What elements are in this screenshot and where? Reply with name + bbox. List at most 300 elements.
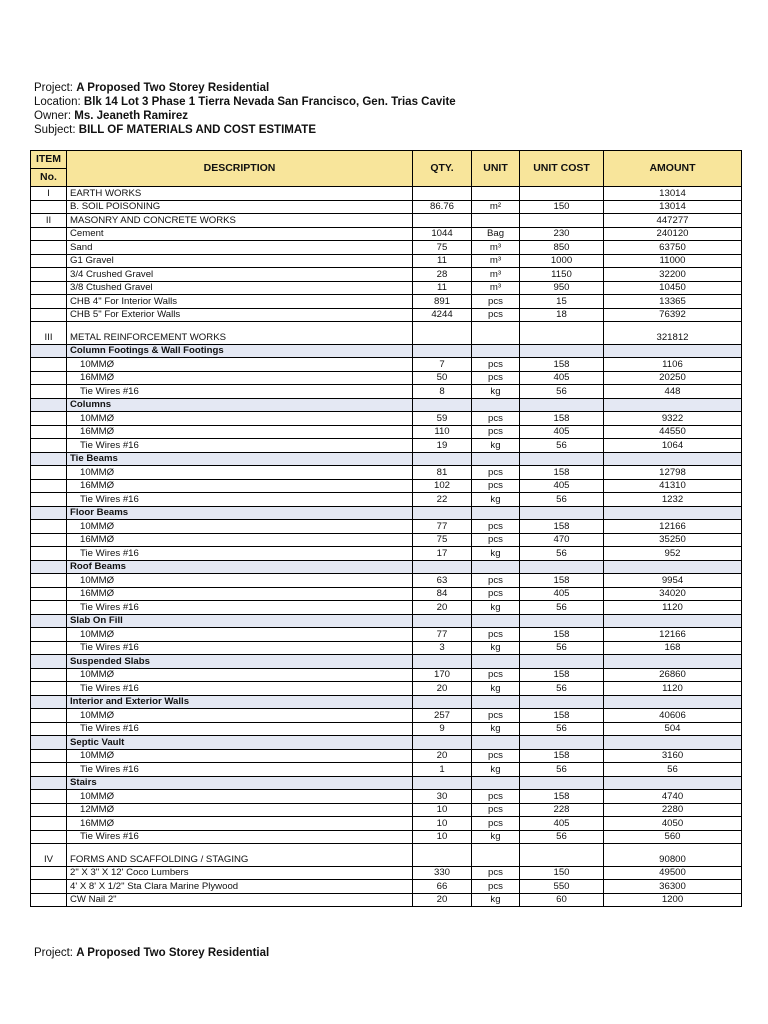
cell-unit: kg	[472, 682, 520, 696]
footer-project-line	[34, 946, 269, 960]
cell-unit-cost	[520, 452, 604, 466]
cell-unit: pcs	[472, 295, 520, 309]
blank-row	[31, 844, 742, 854]
cell-unit: pcs	[472, 880, 520, 894]
subheading-row	[31, 398, 742, 412]
cell-description: Column Footings & Wall Footings	[67, 344, 413, 358]
cell-unit-cost	[520, 214, 604, 228]
cell-unit	[472, 398, 520, 412]
cell-unit: pcs	[472, 520, 520, 534]
table-row	[31, 574, 742, 588]
cell-unit-cost	[520, 655, 604, 669]
cell-item	[31, 358, 67, 372]
col-header-description: DESCRIPTION	[67, 151, 413, 187]
col-header-item-no: No.	[31, 169, 67, 187]
cell-qty: 102	[413, 479, 472, 493]
cell-item	[31, 520, 67, 534]
cell-amount	[604, 452, 742, 466]
cell-amount: 4740	[604, 790, 742, 804]
cell-amount: 20250	[604, 371, 742, 385]
cell-qty	[413, 452, 472, 466]
table-row	[31, 533, 742, 547]
cell-item	[31, 668, 67, 682]
cell-unit-cost: 60	[520, 893, 604, 907]
table-row	[31, 830, 742, 844]
cell-description: CHB 5" For Exterior Walls	[67, 308, 413, 322]
cell-unit	[472, 614, 520, 628]
cell-unit	[472, 187, 520, 201]
cell-item: II	[31, 214, 67, 228]
cell-unit-cost: 405	[520, 817, 604, 831]
cell-amount: 32200	[604, 268, 742, 282]
subject-label: Subject:	[34, 124, 76, 136]
cell-item	[31, 344, 67, 358]
cell-description: 16MMØ	[67, 587, 413, 601]
cell-item	[31, 817, 67, 831]
cell-amount: 11000	[604, 254, 742, 268]
cell-unit: kg	[472, 547, 520, 561]
table-row	[31, 254, 742, 268]
cell-item	[31, 425, 67, 439]
cell-amount: 10450	[604, 281, 742, 295]
cell-qty: 63	[413, 574, 472, 588]
cell-item	[31, 722, 67, 736]
cell-unit-cost: 158	[520, 466, 604, 480]
cell-item	[31, 655, 67, 669]
cell-amount: 504	[604, 722, 742, 736]
cell-amount: 13365	[604, 295, 742, 309]
cell-amount	[604, 655, 742, 669]
cell-qty: 28	[413, 268, 472, 282]
cell-qty	[413, 506, 472, 520]
subheading-row	[31, 344, 742, 358]
cell-amount	[604, 398, 742, 412]
cell-amount: 560	[604, 830, 742, 844]
cell-unit: kg	[472, 601, 520, 615]
cell-qty: 3	[413, 641, 472, 655]
cell-unit: Bag	[472, 227, 520, 241]
cell-item	[31, 200, 67, 214]
table-row	[31, 709, 742, 723]
cell-item	[31, 308, 67, 322]
cell-unit-cost: 158	[520, 709, 604, 723]
cell-unit-cost: 550	[520, 880, 604, 894]
cell-unit-cost: 405	[520, 479, 604, 493]
cell-item	[31, 506, 67, 520]
table-row	[31, 479, 742, 493]
cell-unit: kg	[472, 893, 520, 907]
cell-qty	[413, 695, 472, 709]
cell-description: Sand	[67, 241, 413, 255]
cell-item	[31, 547, 67, 561]
cell-unit	[472, 322, 520, 332]
cell-amount: 26860	[604, 668, 742, 682]
table-row	[31, 241, 742, 255]
bill-of-materials-table	[30, 150, 742, 907]
cell-qty: 9	[413, 722, 472, 736]
cell-unit: pcs	[472, 628, 520, 642]
table-row	[31, 493, 742, 507]
cell-item	[31, 749, 67, 763]
cell-item	[31, 763, 67, 777]
cell-qty: 1044	[413, 227, 472, 241]
cell-amount: 3160	[604, 749, 742, 763]
cell-unit-cost	[520, 695, 604, 709]
cell-amount: 34020	[604, 587, 742, 601]
cell-description: Tie Wires #16	[67, 722, 413, 736]
cell-description: Tie Beams	[67, 452, 413, 466]
table-row	[31, 281, 742, 295]
cell-item	[31, 893, 67, 907]
cell-unit	[472, 853, 520, 866]
cell-description: 10MMØ	[67, 520, 413, 534]
cell-unit-cost	[520, 187, 604, 201]
cell-item	[31, 398, 67, 412]
location-value: Blk 14 Lot 3 Phase 1 Tierra Nevada San Francisco, Gen. Trias Cavite	[83, 96, 456, 108]
cell-item	[31, 880, 67, 894]
cell-amount: 1106	[604, 358, 742, 372]
cell-description: CW Nail 2"	[67, 893, 413, 907]
cell-unit: kg	[472, 493, 520, 507]
cell-description: EARTH WORKS	[67, 187, 413, 201]
subheading-row	[31, 776, 742, 790]
cell-unit: pcs	[472, 790, 520, 804]
cell-unit-cost	[520, 853, 604, 866]
cell-unit-cost: 56	[520, 547, 604, 561]
table-row	[31, 749, 742, 763]
cell-qty: 77	[413, 628, 472, 642]
cell-qty: 19	[413, 439, 472, 453]
cell-qty	[413, 776, 472, 790]
cell-amount: 13014	[604, 187, 742, 201]
cell-unit: m³	[472, 254, 520, 268]
table-row	[31, 668, 742, 682]
subheading-row	[31, 560, 742, 574]
cell-unit-cost: 158	[520, 790, 604, 804]
cell-qty: 330	[413, 866, 472, 880]
cell-qty: 10	[413, 830, 472, 844]
blank-row	[31, 322, 742, 332]
cell-amount: 63750	[604, 241, 742, 255]
cell-qty: 11	[413, 281, 472, 295]
cell-unit-cost	[520, 322, 604, 332]
table-row	[31, 817, 742, 831]
cell-amount: 168	[604, 641, 742, 655]
cell-unit-cost: 56	[520, 493, 604, 507]
table-row	[31, 385, 742, 399]
cell-amount	[604, 506, 742, 520]
cell-qty	[413, 853, 472, 866]
cell-amount: 90800	[604, 853, 742, 866]
cell-unit-cost: 15	[520, 295, 604, 309]
cell-unit-cost	[520, 614, 604, 628]
cell-amount: 447277	[604, 214, 742, 228]
cell-unit: pcs	[472, 308, 520, 322]
section-row	[31, 331, 742, 344]
cell-qty: 75	[413, 241, 472, 255]
cell-unit-cost: 56	[520, 722, 604, 736]
cell-description: 10MMØ	[67, 709, 413, 723]
cell-unit: kg	[472, 641, 520, 655]
cell-amount: 13014	[604, 200, 742, 214]
owner-value: Ms. Jeaneth Ramirez	[74, 110, 189, 122]
table-header-row	[31, 151, 742, 169]
cell-qty: 110	[413, 425, 472, 439]
cell-unit-cost: 150	[520, 200, 604, 214]
cell-unit: pcs	[472, 574, 520, 588]
cell-description: G1 Gravel	[67, 254, 413, 268]
cell-amount	[604, 344, 742, 358]
table-row	[31, 866, 742, 880]
cell-amount: 1200	[604, 893, 742, 907]
cell-unit: pcs	[472, 749, 520, 763]
cell-unit: kg	[472, 439, 520, 453]
table-row	[31, 358, 742, 372]
cell-item	[31, 281, 67, 295]
footer-project-label: Project:	[34, 947, 73, 959]
cell-unit	[472, 344, 520, 358]
cell-unit-cost	[520, 331, 604, 344]
cell-description: Slab On Fill	[67, 614, 413, 628]
cell-item	[31, 736, 67, 750]
cell-unit-cost: 158	[520, 668, 604, 682]
subheading-row	[31, 695, 742, 709]
cell-qty	[413, 214, 472, 228]
cell-unit	[472, 736, 520, 750]
cell-item	[31, 628, 67, 642]
cell-unit: pcs	[472, 817, 520, 831]
subheading-row	[31, 736, 742, 750]
cell-qty	[413, 560, 472, 574]
table-row	[31, 268, 742, 282]
cell-amount: 35250	[604, 533, 742, 547]
cell-item: I	[31, 187, 67, 201]
cell-description: Tie Wires #16	[67, 601, 413, 615]
cell-qty: 66	[413, 880, 472, 894]
cell-item	[31, 466, 67, 480]
cell-item	[31, 641, 67, 655]
cell-amount: 12166	[604, 520, 742, 534]
subheading-row	[31, 655, 742, 669]
cell-description: 10MMØ	[67, 668, 413, 682]
cell-amount: 952	[604, 547, 742, 561]
cell-unit-cost	[520, 736, 604, 750]
col-header-amount: AMOUNT	[604, 151, 742, 187]
cell-item: IV	[31, 853, 67, 866]
cell-amount: 1064	[604, 439, 742, 453]
cell-amount: 12166	[604, 628, 742, 642]
cell-description: 10MMØ	[67, 790, 413, 804]
cell-item	[31, 866, 67, 880]
table-row	[31, 371, 742, 385]
cell-description: Floor Beams	[67, 506, 413, 520]
cell-amount	[604, 322, 742, 332]
cell-description: METAL REINFORCEMENT WORKS	[67, 331, 413, 344]
cell-qty: 50	[413, 371, 472, 385]
table-row	[31, 803, 742, 817]
cell-unit-cost: 18	[520, 308, 604, 322]
cell-unit: pcs	[472, 479, 520, 493]
cell-amount: 76392	[604, 308, 742, 322]
cell-qty	[413, 655, 472, 669]
table-row	[31, 601, 742, 615]
cell-qty: 170	[413, 668, 472, 682]
table-row	[31, 520, 742, 534]
cell-unit-cost: 228	[520, 803, 604, 817]
cell-item	[31, 533, 67, 547]
cell-unit-cost: 405	[520, 587, 604, 601]
table-row	[31, 295, 742, 309]
col-header-unit: UNIT	[472, 151, 520, 187]
cell-unit	[472, 214, 520, 228]
table-row	[31, 641, 742, 655]
cell-description	[67, 844, 413, 854]
cell-qty: 17	[413, 547, 472, 561]
cell-unit	[472, 331, 520, 344]
cell-amount	[604, 776, 742, 790]
table-row	[31, 425, 742, 439]
cell-unit: kg	[472, 830, 520, 844]
cell-item	[31, 830, 67, 844]
cell-description: 3/4 Crushed Gravel	[67, 268, 413, 282]
section-row	[31, 853, 742, 866]
cell-unit-cost: 158	[520, 628, 604, 642]
cell-amount: 9322	[604, 412, 742, 426]
cell-description	[67, 322, 413, 332]
location-label: Location:	[34, 96, 81, 108]
cell-item	[31, 709, 67, 723]
cell-description: Tie Wires #16	[67, 830, 413, 844]
cell-description: 10MMØ	[67, 574, 413, 588]
cell-description: Tie Wires #16	[67, 439, 413, 453]
cell-description: 3/8 Ctushed Gravel	[67, 281, 413, 295]
subject-line	[34, 123, 316, 137]
cell-item	[31, 227, 67, 241]
cell-unit	[472, 695, 520, 709]
cell-qty: 22	[413, 493, 472, 507]
cell-unit: pcs	[472, 803, 520, 817]
cell-unit: pcs	[472, 866, 520, 880]
cell-unit: kg	[472, 385, 520, 399]
cell-description: Interior and Exterior Walls	[67, 695, 413, 709]
cell-amount	[604, 695, 742, 709]
cell-amount	[604, 736, 742, 750]
cell-unit-cost: 230	[520, 227, 604, 241]
cell-item	[31, 614, 67, 628]
location-line	[34, 95, 456, 109]
cell-unit-cost: 158	[520, 520, 604, 534]
cell-unit-cost: 56	[520, 641, 604, 655]
cell-item	[31, 844, 67, 854]
cell-amount: 240120	[604, 227, 742, 241]
cell-unit: pcs	[472, 371, 520, 385]
cell-item	[31, 587, 67, 601]
cell-unit: pcs	[472, 425, 520, 439]
cell-item	[31, 385, 67, 399]
cell-qty: 59	[413, 412, 472, 426]
cell-description: 16MMØ	[67, 817, 413, 831]
cell-item	[31, 803, 67, 817]
cell-unit-cost: 405	[520, 425, 604, 439]
cell-qty	[413, 844, 472, 854]
cell-description: 16MMØ	[67, 425, 413, 439]
cell-unit: pcs	[472, 709, 520, 723]
cell-qty: 20	[413, 893, 472, 907]
cell-description: CHB 4" For Interior Walls	[67, 295, 413, 309]
cell-description: Tie Wires #16	[67, 641, 413, 655]
cell-item	[31, 241, 67, 255]
subheading-row	[31, 506, 742, 520]
table-row	[31, 308, 742, 322]
cell-unit: pcs	[472, 466, 520, 480]
cell-unit-cost: 1000	[520, 254, 604, 268]
cell-item	[31, 412, 67, 426]
cell-item	[31, 790, 67, 804]
table-row	[31, 722, 742, 736]
cell-amount: 4050	[604, 817, 742, 831]
cell-qty: 1	[413, 763, 472, 777]
table-row	[31, 790, 742, 804]
cell-amount: 49500	[604, 866, 742, 880]
cell-unit: kg	[472, 763, 520, 777]
cell-amount: 40606	[604, 709, 742, 723]
cell-description: 10MMØ	[67, 412, 413, 426]
project-line	[34, 81, 269, 95]
table-row	[31, 880, 742, 894]
cell-qty: 257	[413, 709, 472, 723]
cell-item	[31, 776, 67, 790]
cell-unit	[472, 844, 520, 854]
subheading-row	[31, 452, 742, 466]
col-header-unit-cost: UNIT COST	[520, 151, 604, 187]
cell-description: Tie Wires #16	[67, 682, 413, 696]
cell-description: Roof Beams	[67, 560, 413, 574]
cell-description: Tie Wires #16	[67, 385, 413, 399]
cell-description: Stairs	[67, 776, 413, 790]
cell-unit-cost	[520, 344, 604, 358]
cell-unit-cost: 158	[520, 358, 604, 372]
cell-description: 10MMØ	[67, 358, 413, 372]
cell-unit-cost	[520, 560, 604, 574]
cell-qty	[413, 187, 472, 201]
cell-qty: 7	[413, 358, 472, 372]
cell-unit	[472, 776, 520, 790]
cell-description: 2" X 3" X 12' Coco Lumbers	[67, 866, 413, 880]
cell-description: Suspended Slabs	[67, 655, 413, 669]
cell-unit-cost: 56	[520, 385, 604, 399]
cell-amount	[604, 614, 742, 628]
cell-description: 16MMØ	[67, 533, 413, 547]
cell-unit-cost	[520, 506, 604, 520]
cell-unit: m³	[472, 241, 520, 255]
cell-unit-cost: 950	[520, 281, 604, 295]
cell-item	[31, 682, 67, 696]
cell-qty	[413, 322, 472, 332]
section-row	[31, 187, 742, 201]
cell-item: III	[31, 331, 67, 344]
cell-item	[31, 479, 67, 493]
project-label: Project:	[34, 82, 73, 94]
cell-amount	[604, 844, 742, 854]
cell-description: 10MMØ	[67, 749, 413, 763]
cell-amount: 41310	[604, 479, 742, 493]
cell-description: 16MMØ	[67, 479, 413, 493]
cell-amount: 1232	[604, 493, 742, 507]
cell-item	[31, 493, 67, 507]
cell-unit-cost: 1150	[520, 268, 604, 282]
table-row	[31, 412, 742, 426]
cell-unit: pcs	[472, 412, 520, 426]
